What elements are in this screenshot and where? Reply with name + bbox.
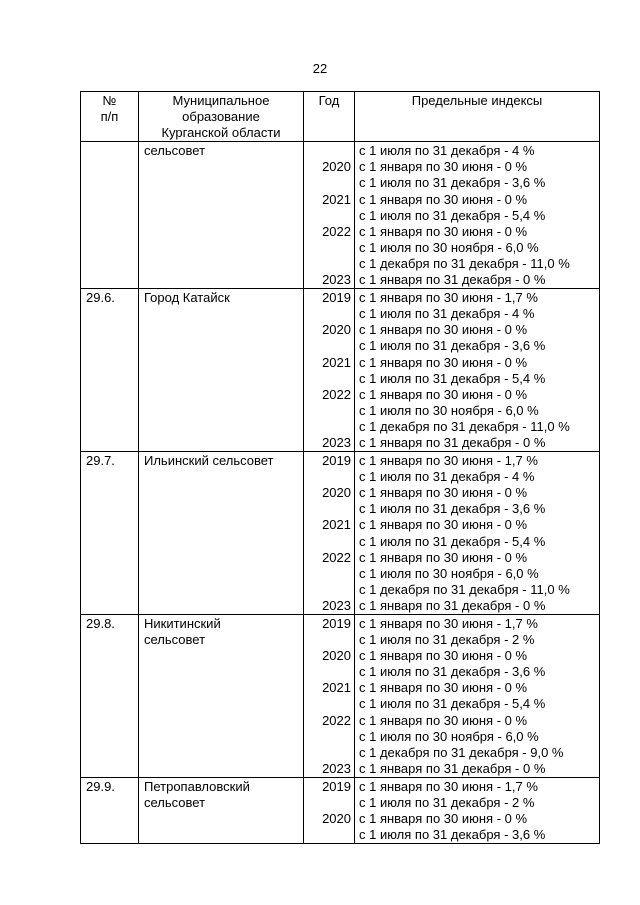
year-value bbox=[304, 696, 351, 712]
header-municipality-line: Курганской области bbox=[161, 125, 281, 141]
index-period-text: с 1 января по 31 декабря - 0 % bbox=[359, 272, 546, 288]
year-value bbox=[304, 469, 351, 485]
municipality-name-line: сельсовет bbox=[144, 795, 206, 811]
indices-cell bbox=[355, 289, 600, 452]
municipality-name-line: сельсовет bbox=[144, 632, 206, 648]
table-row bbox=[81, 777, 600, 843]
year-value bbox=[304, 582, 351, 598]
index-period-text: с 1 июля по 30 ноября - 6,0 % bbox=[359, 239, 539, 255]
year-value bbox=[304, 745, 351, 761]
year-value bbox=[304, 632, 351, 648]
year-value bbox=[304, 256, 351, 272]
table-row bbox=[81, 452, 600, 615]
year-value: 2023 bbox=[322, 272, 351, 288]
header-indices: Предельные индексы bbox=[355, 92, 600, 142]
index-period-text: с 1 января по 30 июня - 0 % bbox=[359, 517, 528, 533]
year-value bbox=[304, 208, 351, 224]
index-period-text: с 1 января по 30 июня - 1,7 % bbox=[359, 453, 538, 469]
row-number: 29.8. bbox=[81, 615, 139, 778]
index-period-text: с 1 июля по 30 ноября - 6,0 % bbox=[359, 565, 539, 581]
index-period-text: с 1 июля по 31 декабря - 5,4 % bbox=[359, 370, 546, 386]
index-period-text: с 1 июля по 30 ноября - 6,0 % bbox=[359, 402, 539, 418]
index-period-text: с 1 декабря по 31 декабря - 11,0 % bbox=[359, 581, 570, 597]
year-value bbox=[304, 371, 351, 387]
year-value: 2020 bbox=[322, 485, 351, 501]
year-value: 2019 bbox=[322, 453, 351, 469]
index-period-text: с 1 января по 30 июня - 0 % bbox=[359, 712, 528, 728]
table-body bbox=[81, 142, 600, 844]
index-period-text: с 1 июля по 31 декабря - 3,6 % bbox=[359, 338, 546, 354]
index-period-text: с 1 января по 30 июня - 0 % bbox=[359, 485, 528, 501]
index-period-text: с 1 июля по 31 декабря - 4 % bbox=[359, 143, 535, 159]
index-period-text: с 1 июля по 31 декабря - 4 % bbox=[359, 306, 535, 322]
index-period-text: с 1 января по 31 декабря - 0 % bbox=[359, 597, 546, 613]
municipality-name bbox=[139, 615, 304, 778]
index-period-text: с 1 июля по 31 декабря - 2 % bbox=[359, 632, 535, 648]
index-period-text: с 1 января по 30 июня - 0 % bbox=[359, 386, 528, 402]
index-period-text: с 1 декабря по 31 декабря - 11,0 % bbox=[359, 418, 570, 434]
tariff-index-table bbox=[80, 91, 600, 844]
year-value: 2021 bbox=[322, 354, 351, 370]
index-period-text: с 1 июля по 31 декабря - 4 % bbox=[359, 469, 535, 485]
year-value: 2019 bbox=[322, 616, 351, 631]
municipality-name-line: Никитинский bbox=[144, 616, 221, 631]
index-period-text: с 1 января по 30 июня - 0 % bbox=[359, 223, 528, 239]
row-number: 29.6. bbox=[81, 289, 139, 452]
municipality-name bbox=[139, 777, 304, 843]
year-value: 2021 bbox=[322, 517, 351, 533]
index-period-text: с 1 декабря по 31 декабря - 9,0 % bbox=[359, 744, 564, 760]
year-value: 2019 bbox=[322, 778, 351, 794]
index-period-text: с 1 июля по 31 декабря - 3,6 % bbox=[359, 501, 546, 517]
municipality-name bbox=[139, 289, 304, 452]
year-value: 2020 bbox=[322, 811, 351, 827]
municipality-name-line: сельсовет bbox=[144, 143, 206, 159]
year-cell bbox=[304, 777, 355, 843]
index-period-text: с 1 января по 30 июня - 0 % bbox=[359, 159, 528, 175]
index-period-text: с 1 января по 30 июня - 1,7 % bbox=[359, 616, 538, 631]
indices-cell bbox=[355, 142, 600, 289]
year-value: 2019 bbox=[322, 290, 351, 306]
year-value: 2023 bbox=[322, 597, 351, 613]
index-period-text: с 1 января по 30 июня - 0 % bbox=[359, 680, 528, 696]
municipality-name-line: Ильинский сельсовет bbox=[144, 453, 274, 469]
index-period-text: с 1 января по 30 июня - 1,7 % bbox=[359, 290, 538, 306]
municipality-name bbox=[139, 142, 304, 289]
indices-cell bbox=[355, 615, 600, 778]
index-period-text: с 1 января по 31 декабря - 0 % bbox=[359, 760, 546, 776]
year-value bbox=[304, 827, 351, 843]
index-period-text: с 1 июля по 31 декабря - 3,6 % bbox=[359, 664, 546, 680]
header-year: Год bbox=[304, 92, 355, 142]
year-cell bbox=[304, 142, 355, 289]
year-cell bbox=[304, 289, 355, 452]
header-num-line: № bbox=[102, 93, 117, 108]
year-value bbox=[304, 403, 351, 419]
year-value bbox=[304, 175, 351, 191]
header-num-line: п/п bbox=[100, 109, 119, 125]
municipality-name-line: Петропавловский bbox=[144, 778, 250, 794]
page-number: 22 bbox=[312, 61, 328, 76]
header-municipality-line: Муниципальное bbox=[172, 93, 270, 108]
year-value bbox=[304, 143, 351, 159]
year-value bbox=[304, 240, 351, 256]
year-value: 2022 bbox=[322, 386, 351, 402]
index-period-text: с 1 июля по 31 декабря - 5,4 % bbox=[359, 207, 546, 223]
year-value: 2023 bbox=[322, 760, 351, 776]
year-value: 2021 bbox=[322, 680, 351, 696]
year-value bbox=[304, 729, 351, 745]
year-value: 2022 bbox=[322, 712, 351, 728]
row-number: 29.9. bbox=[81, 777, 139, 843]
index-period-text: с 1 июля по 30 ноября - 6,0 % bbox=[359, 728, 539, 744]
year-cell bbox=[304, 452, 355, 615]
index-period-text: с 1 июля по 31 декабря - 5,4 % bbox=[359, 696, 546, 712]
table-row bbox=[81, 615, 600, 778]
year-value: 2020 bbox=[322, 159, 351, 175]
table-header-row bbox=[81, 92, 600, 142]
index-period-text: с 1 декабря по 31 декабря - 11,0 % bbox=[359, 255, 570, 271]
year-value bbox=[304, 419, 351, 435]
municipality-name bbox=[139, 452, 304, 615]
header-municipality-line: образование bbox=[182, 109, 260, 125]
year-value bbox=[304, 306, 351, 322]
table-row bbox=[81, 142, 600, 289]
year-cell bbox=[304, 615, 355, 778]
row-number bbox=[81, 142, 139, 289]
index-period-text: с 1 января по 30 июня - 0 % bbox=[359, 354, 528, 370]
year-value: 2023 bbox=[322, 434, 351, 450]
index-period-text: с 1 января по 30 июня - 0 % bbox=[359, 648, 528, 664]
municipality-name-line: Город Катайск bbox=[144, 290, 230, 306]
year-value: 2022 bbox=[322, 223, 351, 239]
index-period-text: с 1 июля по 31 декабря - 3,6 % bbox=[359, 175, 546, 191]
indices-cell bbox=[355, 777, 600, 843]
year-value: 2021 bbox=[322, 191, 351, 207]
row-number: 29.7. bbox=[81, 452, 139, 615]
year-value bbox=[304, 664, 351, 680]
year-value: 2020 bbox=[322, 648, 351, 664]
index-period-text: с 1 июля по 31 декабря - 3,6 % bbox=[359, 827, 546, 843]
year-value bbox=[304, 501, 351, 517]
table-row bbox=[81, 289, 600, 452]
index-period-text: с 1 июля по 31 декабря - 2 % bbox=[359, 795, 535, 811]
year-value bbox=[304, 534, 351, 550]
index-period-text: с 1 января по 30 июня - 1,7 % bbox=[359, 778, 538, 794]
index-period-text: с 1 января по 31 декабря - 0 % bbox=[359, 434, 546, 450]
indices-cell bbox=[355, 452, 600, 615]
year-value bbox=[304, 795, 351, 811]
year-value bbox=[304, 338, 351, 354]
header-municipality bbox=[139, 92, 304, 142]
year-value: 2020 bbox=[322, 322, 351, 338]
header-num bbox=[81, 92, 139, 142]
index-period-text: с 1 января по 30 июня - 0 % bbox=[359, 549, 528, 565]
index-period-text: с 1 июля по 31 декабря - 5,4 % bbox=[359, 533, 546, 549]
index-period-text: с 1 января по 30 июня - 0 % bbox=[359, 811, 528, 827]
index-period-text: с 1 января по 30 июня - 0 % bbox=[359, 322, 528, 338]
index-period-text: с 1 января по 30 июня - 0 % bbox=[359, 191, 528, 207]
year-value: 2022 bbox=[322, 549, 351, 565]
year-value bbox=[304, 566, 351, 582]
